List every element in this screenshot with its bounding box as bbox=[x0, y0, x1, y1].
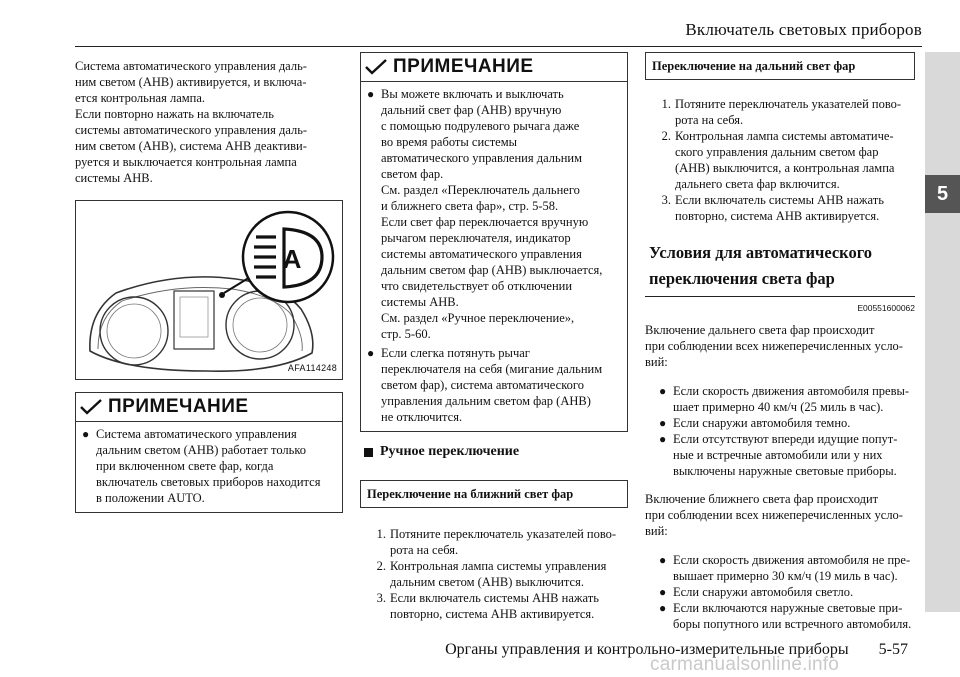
box-title-high-beam: Переключение на дальний свет фар bbox=[645, 52, 915, 80]
note-line: при включенном свете фар, когда bbox=[96, 459, 274, 473]
step-line: повторно, система АНВ активируется. bbox=[675, 209, 880, 223]
note-line: дальним светом фар (АНВ) выключается, bbox=[381, 263, 603, 277]
note-line: включатель световых приборов находится bbox=[96, 475, 321, 489]
watermark-text: carmanualsonline.info bbox=[650, 654, 840, 675]
intro-line-4: Если повторно нажать на включатель bbox=[75, 107, 274, 121]
low-beam-intro bbox=[645, 491, 915, 539]
note-line: светом фар. bbox=[381, 167, 444, 181]
note-box-1 bbox=[75, 392, 343, 513]
note-line: в положении AUTO. bbox=[96, 491, 205, 505]
intro-line-2: ним светом (АНВ) активируется, и включа- bbox=[75, 75, 307, 89]
footer-section-title: Органы управления и контрольно-измерительные приборы bbox=[445, 641, 849, 658]
step-number: 3. bbox=[661, 193, 671, 207]
note-line: и ближнего света фар», стр. 5-58. bbox=[381, 199, 559, 213]
step-line: (АНВ) выключится, а контрольная лампа bbox=[675, 161, 895, 175]
step-line: рота на себя. bbox=[675, 113, 744, 127]
intro-line-5: системы автоматического управления даль- bbox=[75, 123, 308, 137]
column-2 bbox=[360, 52, 628, 622]
intro-line: вий: bbox=[645, 524, 668, 538]
intro-line-8: системы АНВ. bbox=[75, 171, 153, 185]
step-line: Контрольная лампа системы управления bbox=[390, 559, 607, 573]
note-line: системы АНВ. bbox=[381, 295, 459, 309]
conditions-heading bbox=[645, 240, 915, 316]
figure-code: AFA114248 bbox=[287, 363, 337, 373]
intro-line: при соблюдении всех нижеперечисленных усло- bbox=[645, 508, 903, 522]
condition-line: Если снаружи автомобиля светло. bbox=[673, 585, 854, 599]
step-line: дальнего света фар включится. bbox=[675, 177, 840, 191]
section-heading-manual bbox=[360, 444, 628, 460]
bullet-dot-icon: ● bbox=[659, 553, 667, 567]
note-line: системы автоматического управления bbox=[381, 247, 582, 261]
checkmark-icon bbox=[365, 59, 387, 75]
list-item bbox=[659, 600, 915, 632]
list-item bbox=[659, 584, 915, 600]
checkmark-icon bbox=[80, 399, 102, 415]
svg-text:A: A bbox=[282, 244, 302, 274]
intro-line: Включение ближнего света фар происходит bbox=[645, 492, 879, 506]
note-line: автоматического управления дальним bbox=[381, 151, 582, 165]
note-line: переключателя на себя (мигание дальним bbox=[381, 362, 603, 376]
intro-line-6: ним светом (АНВ), система АНВ деактиви- bbox=[75, 139, 307, 153]
step-number: 1. bbox=[376, 527, 386, 541]
note-line: что свидетельствует об отключении bbox=[381, 279, 573, 293]
bullet-dot-icon: ● bbox=[659, 601, 667, 615]
step-number: 2. bbox=[661, 129, 671, 143]
note-heading bbox=[361, 53, 627, 82]
list-item bbox=[360, 590, 628, 622]
steps-low-beam bbox=[360, 526, 628, 622]
chapter-number-badge: 5 bbox=[925, 175, 960, 213]
note-heading bbox=[76, 393, 342, 422]
note-line: дальний свет фар (АНВ) вручную bbox=[381, 103, 562, 117]
heading-line-1: Условия для автоматического bbox=[649, 243, 873, 262]
note-line: управления дальним светом фар (АНВ) bbox=[381, 394, 591, 408]
step-line: Потяните переключатель указателей пово- bbox=[390, 527, 617, 541]
high-beam-intro bbox=[645, 322, 915, 370]
list-item bbox=[659, 383, 915, 415]
condition-line: выключены наружные световые приборы. bbox=[673, 464, 897, 478]
step-line: Контрольная лампа системы автоматиче- bbox=[675, 129, 894, 143]
list-item bbox=[360, 558, 628, 590]
note-line: См. раздел «Переключатель дальнего bbox=[381, 183, 580, 197]
step-line: Если включатель системы АНВ нажать bbox=[390, 591, 599, 605]
column-1 bbox=[75, 58, 343, 513]
intro-line-7: руется и выключается контрольная лампа bbox=[75, 155, 297, 169]
note-box-2 bbox=[360, 52, 628, 432]
intro-line-3: ется контрольная лампа. bbox=[75, 91, 206, 105]
intro-line: вий: bbox=[645, 355, 668, 369]
list-item bbox=[645, 96, 915, 128]
step-line: Потяните переключатель указателей пово- bbox=[675, 97, 902, 111]
note-bullet bbox=[82, 426, 336, 506]
note-line: См. раздел «Ручное переключение», bbox=[381, 311, 575, 325]
list-item bbox=[645, 128, 915, 192]
step-number: 2. bbox=[376, 559, 386, 573]
step-line: дальним светом (АНВ) выключится. bbox=[390, 575, 584, 589]
instrument-cluster-figure bbox=[75, 200, 343, 380]
note-line: стр. 5-60. bbox=[381, 327, 431, 341]
condition-line: Если скорость движения автомобиля не пре- bbox=[673, 553, 911, 567]
steps-high-beam bbox=[645, 96, 915, 224]
instrument-cluster-illustration bbox=[76, 201, 342, 379]
step-line: рота на себя. bbox=[390, 543, 459, 557]
chapter-side-tab bbox=[925, 52, 960, 612]
note-line: во время работы системы bbox=[381, 135, 518, 149]
intro-line: Включение дальнего света фар происходит bbox=[645, 323, 875, 337]
note-line: светом фар), система автоматического bbox=[381, 378, 584, 392]
section-square-icon bbox=[364, 448, 373, 457]
list-item bbox=[659, 431, 915, 479]
note-line: Если слегка потянуть рычаг bbox=[381, 346, 530, 360]
condition-line: ные и встречные автомобили или у них bbox=[673, 448, 883, 462]
list-item bbox=[659, 415, 915, 431]
note-heading-text: ПРИМЕЧАНИЕ bbox=[393, 56, 534, 77]
note-line: с помощью подрулевого рычага даже bbox=[381, 119, 580, 133]
step-number: 1. bbox=[661, 97, 671, 111]
step-line: повторно, система АНВ активируется. bbox=[390, 607, 595, 621]
note-bullet bbox=[367, 86, 621, 342]
header-rule bbox=[75, 46, 922, 47]
section-code: E00551600062 bbox=[857, 303, 915, 313]
high-beam-conditions bbox=[645, 383, 915, 479]
note-line: Если свет фар переключается вручную bbox=[381, 215, 589, 229]
bullet-dot-icon: ● bbox=[659, 432, 667, 446]
note-line: рычагом переключателя, индикатор bbox=[381, 231, 571, 245]
bullet-dot-icon: ● bbox=[367, 87, 375, 101]
note-line: Вы можете включать и выключать bbox=[381, 87, 564, 101]
box-title-low-beam: Переключение на ближний свет фар bbox=[360, 480, 628, 508]
note-heading-text: ПРИМЕЧАНИЕ bbox=[108, 396, 249, 417]
bullet-dot-icon: ● bbox=[659, 585, 667, 599]
heading-rule bbox=[645, 296, 915, 297]
note-bullet bbox=[367, 345, 621, 425]
note-line: Система автоматического управления bbox=[96, 427, 297, 441]
bullet-dot-icon: ● bbox=[659, 384, 667, 398]
bullet-dot-icon: ● bbox=[82, 427, 90, 441]
bullet-dot-icon: ● bbox=[367, 346, 375, 360]
note-line: не отключится. bbox=[381, 410, 463, 424]
step-line: Если включатель системы АНВ нажать bbox=[675, 193, 884, 207]
note-line: дальним светом (АНВ) работает только bbox=[96, 443, 307, 457]
list-item bbox=[360, 526, 628, 558]
condition-line: боры попутного или встречного автомобиля. bbox=[673, 617, 912, 631]
condition-line: шает примерно 40 км/ч (25 миль в час). bbox=[673, 400, 884, 414]
condition-line: Если скорость движения автомобиля превы- bbox=[673, 384, 910, 398]
step-number: 3. bbox=[376, 591, 386, 605]
condition-line: вышает примерно 30 км/ч (19 миль в час). bbox=[673, 569, 898, 583]
condition-line: Если снаружи автомобиля темно. bbox=[673, 416, 851, 430]
section-heading-text: Ручное переключение bbox=[380, 444, 520, 459]
low-beam-conditions bbox=[645, 552, 915, 632]
column-3 bbox=[645, 52, 915, 632]
running-header-title: Включатель световых приборов bbox=[685, 20, 922, 39]
page-number: 5-57 bbox=[878, 641, 908, 658]
step-line: ского управления дальним светом фар bbox=[675, 145, 879, 159]
list-item bbox=[659, 552, 915, 584]
condition-line: Если включаются наружные световые при- bbox=[673, 601, 903, 615]
heading-line-2: переключения света фар bbox=[649, 269, 835, 288]
intro-line-1: Система автоматического управления даль- bbox=[75, 59, 307, 73]
condition-line: Если отсутствуют впереди идущие попут- bbox=[673, 432, 898, 446]
intro-line: при соблюдении всех нижеперечисленных усло- bbox=[645, 339, 903, 353]
bullet-dot-icon: ● bbox=[659, 416, 667, 430]
list-item bbox=[645, 192, 915, 224]
